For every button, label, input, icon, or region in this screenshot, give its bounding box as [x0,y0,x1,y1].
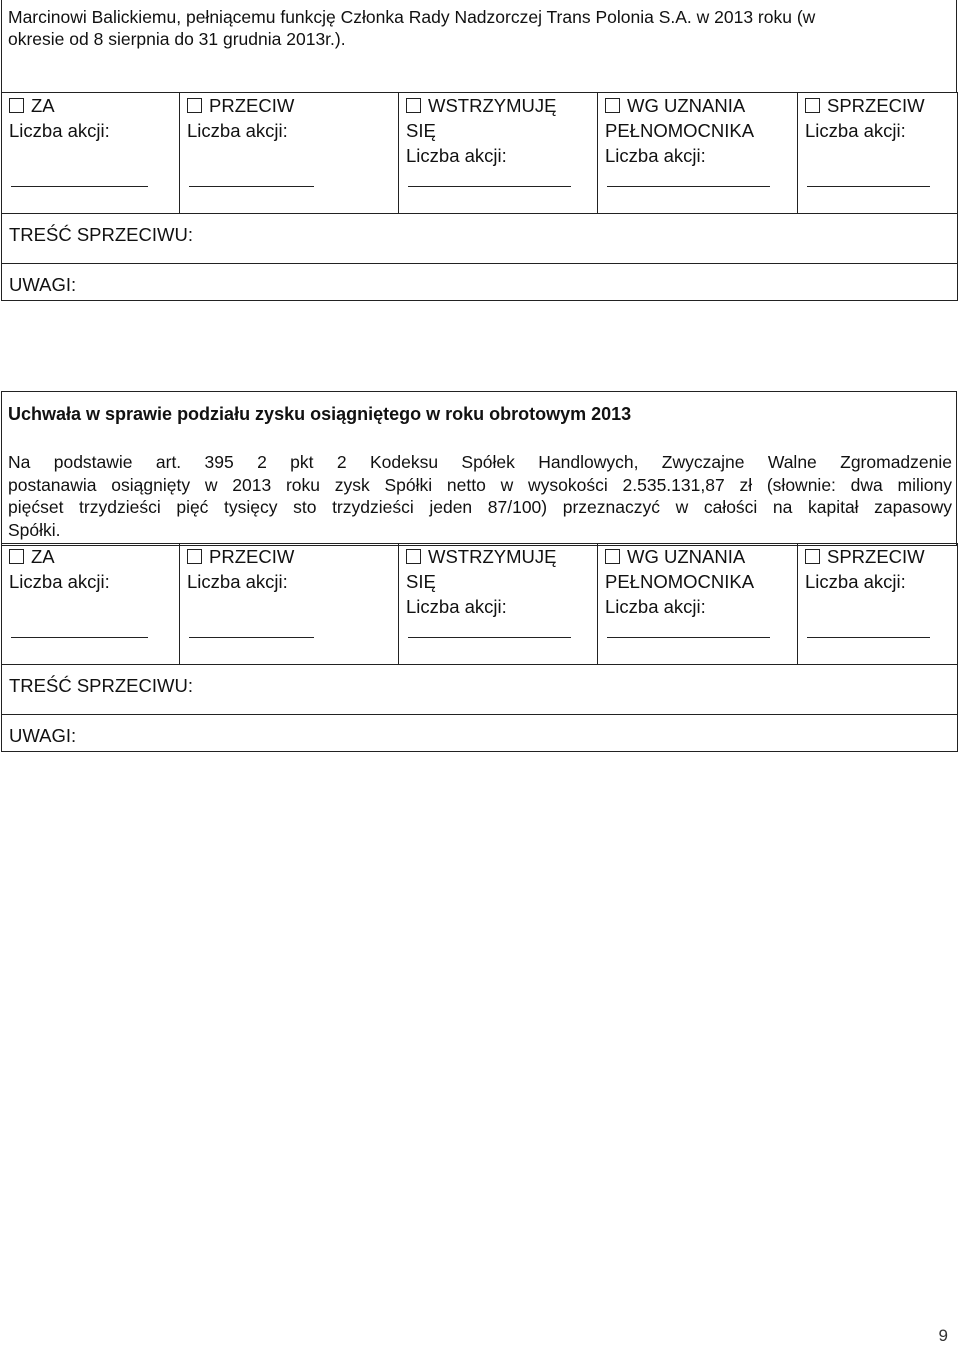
share-count-label: Liczba akcji: [187,571,288,592]
share-count-field[interactable] [607,186,770,187]
resolution-text [8,451,952,541]
share-count-label: Liczba akcji: [605,145,706,166]
share-count-label: Liczba akcji: [406,145,507,166]
vote-option-wstrzymuje-sie[interactable]: WSTRZYMUJĘ SIĘ Liczba akcji: [399,544,598,665]
checkbox-icon[interactable] [805,98,820,113]
objection-content-field[interactable] [2,665,958,715]
checkbox-icon[interactable] [406,98,421,113]
share-count-field[interactable] [807,186,930,187]
remarks-field[interactable] [2,264,958,301]
intro-text [8,6,952,50]
checkbox-icon[interactable] [187,98,202,113]
resolution-heading: Uchwała w sprawie podziału zysku osiągniętego w roku obrotowym 2013 [8,404,632,424]
checkbox-icon[interactable] [605,98,620,113]
share-count-field[interactable] [11,637,148,638]
remarks-label: UWAGI: [9,725,77,746]
share-count-label: Liczba akcji: [605,596,706,617]
vote-options-row [2,544,958,665]
vote-option-wg-uznania[interactable]: WG UZNANIA PEŁNOMOCNIKA Liczba akcji: [598,544,798,665]
checkbox-icon[interactable] [9,98,24,113]
objection-content-field[interactable] [2,214,958,264]
vote-table-2 [1,543,958,752]
checkbox-icon[interactable] [9,549,24,564]
objection-label: TREŚĆ SPRZECIWU: [9,224,193,245]
checkbox-icon[interactable] [187,549,202,564]
checkbox-icon[interactable] [406,549,421,564]
remarks-label: UWAGI: [9,274,77,295]
resolution-line-4: Spółki. [8,519,61,540]
share-count-label: Liczba akcji: [406,596,507,617]
vote-option-wstrzymuje-sie[interactable]: WSTRZYMUJĘ SIĘ Liczba akcji: [399,93,598,214]
vote-options-row [2,93,958,214]
vote-option-sprzeciw[interactable]: SPRZECIW Liczba akcji: [798,93,958,214]
share-count-field[interactable] [11,186,148,187]
checkbox-icon[interactable] [605,549,620,564]
share-count-label: Liczba akcji: [805,120,906,141]
resolution-line-2: postanawia osiągnięty w 2013 roku zysk Spółki netto w wysokości 2.535.131,87 zł (słownie: dwa miliony [8,474,952,495]
share-count-label: Liczba akcji: [9,120,110,141]
vote-option-przeciw[interactable]: PRZECIW Liczba akcji: [180,544,399,665]
share-count-field[interactable] [607,637,770,638]
share-count-label: Liczba akcji: [9,571,110,592]
vote-option-za[interactable]: ZA Liczba akcji: [2,93,180,214]
share-count-field[interactable] [807,637,930,638]
share-count-field[interactable] [189,637,314,638]
checkbox-icon[interactable] [805,549,820,564]
intro-line-2: okresie od 8 sierpnia do 31 grudnia 2013r.). [8,29,346,49]
vote-option-przeciw[interactable]: PRZECIW Liczba akcji: [180,93,399,214]
intro-line-1: Marcinowi Balickiemu, pełniącemu funkcję Członka Rady Nadzorczej Trans Polonia S.A. w 2013 roku (w [8,7,816,27]
objection-label: TREŚĆ SPRZECIWU: [9,675,193,696]
resolution-line-1: Na podstawie art. 395 2 pkt 2 Kodeksu Spółek Handlowych, Zwyczajne Walne Zgromadzenie [8,452,952,472]
resolution-line-3: pięćset trzydzieści pięć tysięcy sto trzydzieści jeden 87/100) przeznaczyć w całości na kapitał zapasowy [8,497,952,517]
vote-table-1 [1,92,958,301]
share-count-field[interactable] [408,637,571,638]
share-count-label: Liczba akcji: [187,120,288,141]
vote-option-wg-uznania[interactable]: WG UZNANIA PEŁNOMOCNIKA Liczba akcji: [598,93,798,214]
remarks-field[interactable] [2,715,958,752]
share-count-field[interactable] [408,186,571,187]
vote-option-sprzeciw[interactable]: SPRZECIW Liczba akcji: [798,544,958,665]
page-number: 9 [938,1326,948,1345]
share-count-label: Liczba akcji: [805,571,906,592]
share-count-field[interactable] [189,186,314,187]
vote-option-za[interactable]: ZA Liczba akcji: [2,544,180,665]
